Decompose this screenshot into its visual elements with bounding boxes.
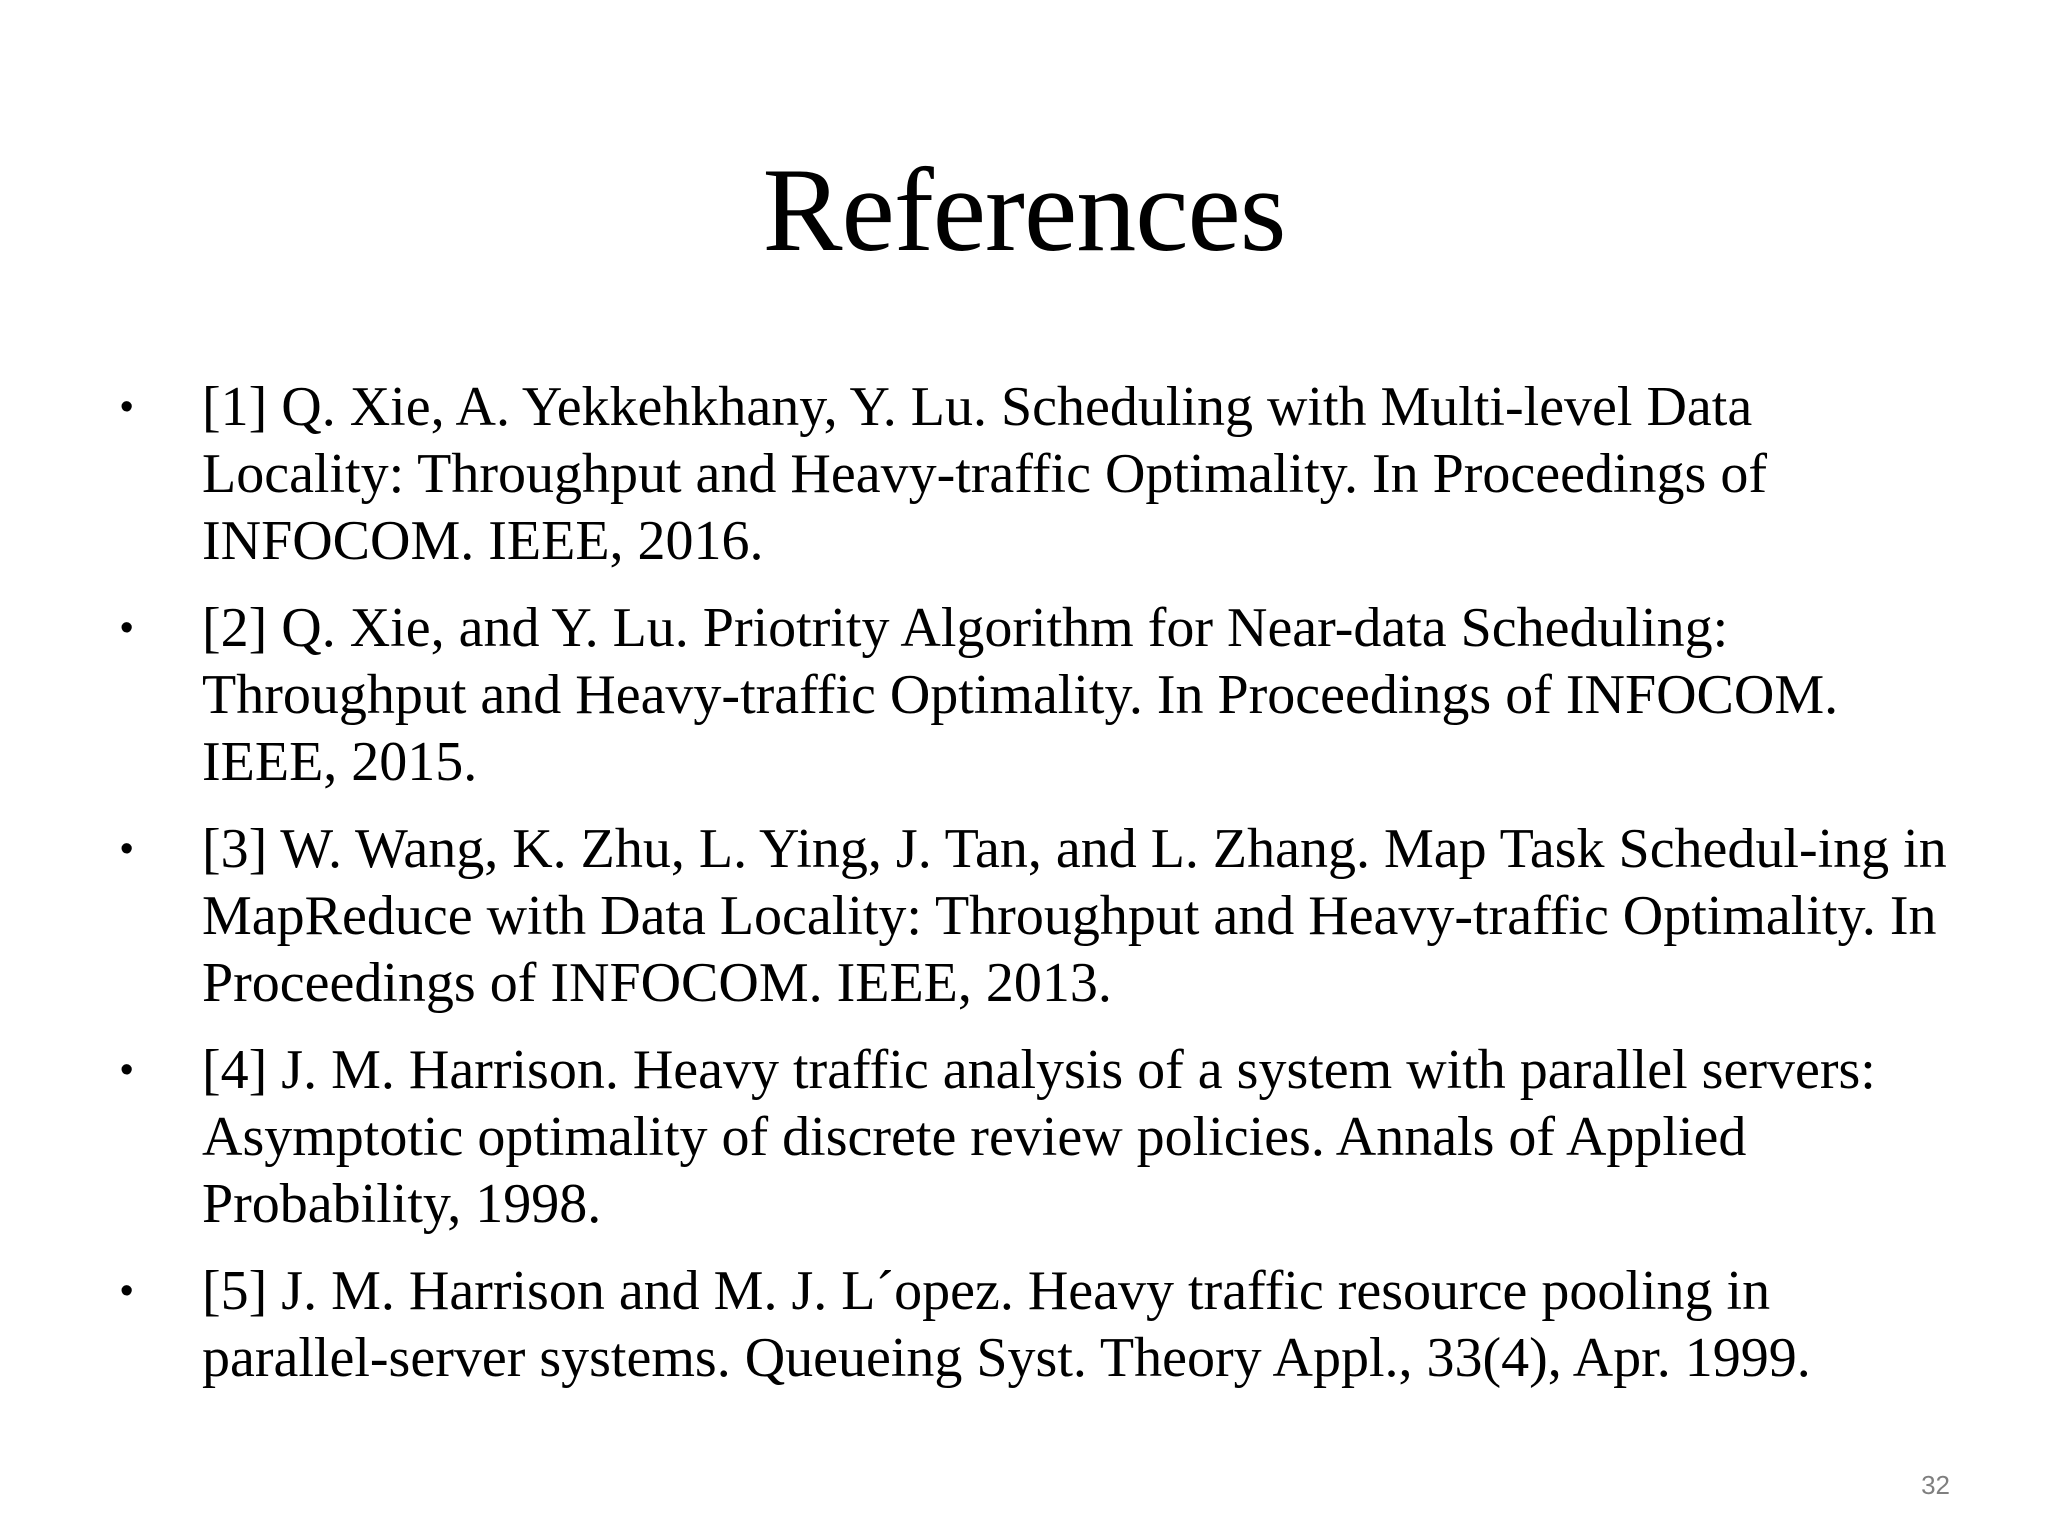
bullet-icon: • <box>120 386 134 428</box>
bullet-icon: • <box>120 828 134 870</box>
reference-text-1: [1] Q. Xie, A. Yekkehkhany, Y. Lu. Scheduling with Multi-level Data Locality: Throughput and Heavy-traffic Optimality. In Proceedings of INFOCOM. IEEE, 2016. <box>202 376 1767 572</box>
bullet-icon: • <box>120 1270 134 1312</box>
references-list <box>120 374 1950 1412</box>
page-number: 32 <box>1921 1470 1950 1500</box>
reference-text-4: [4] J. M. Harrison. Heavy traffic analysis of a system with parallel servers: Asymptotic optimality of discrete review policies. Annals of Applied Probability, 1998. <box>202 1039 1876 1235</box>
slide-title: References <box>762 143 1286 276</box>
reference-item-5 <box>120 1258 1950 1392</box>
reference-item-2 <box>120 595 1950 796</box>
reference-item-1 <box>120 374 1950 575</box>
reference-item-3 <box>120 816 1950 1017</box>
reference-text-5: [5] J. M. Harrison and M. J. L´opez. Heavy traffic resource pooling in parallel-server systems. Queueing Syst. Theory Appl., 33(4), Apr. 1999. <box>202 1260 1811 1389</box>
reference-item-4 <box>120 1037 1950 1238</box>
reference-text-2: [2] Q. Xie, and Y. Lu. Priotrity Algorithm for Near-data Scheduling: Throughput and Heavy-traffic Optimality. In Proceedings of INFOCOM. IEEE, 2015. <box>202 597 1839 793</box>
bullet-icon: • <box>120 607 134 649</box>
bullet-icon: • <box>120 1049 134 1091</box>
reference-text-3: [3] W. Wang, K. Zhu, L. Ying, J. Tan, and L. Zhang. Map Task Schedul-ing in MapReduce with Data Locality: Throughput and Heavy-traffic Optimality. In Proceedings of INFOCOM. IEEE, 2013. <box>202 818 1947 1014</box>
